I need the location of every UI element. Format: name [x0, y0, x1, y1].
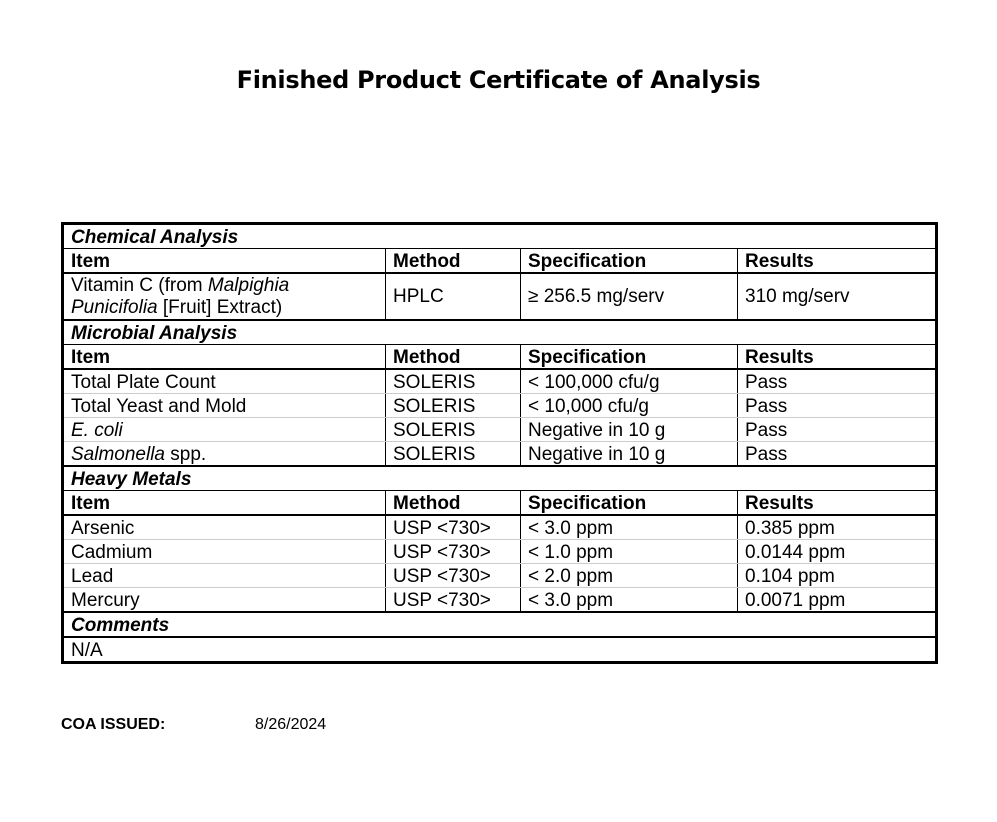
column-header-method: Method — [386, 249, 521, 274]
cell-method: SOLERIS — [386, 369, 521, 394]
cell-specification: < 10,000 cfu/g — [521, 394, 738, 418]
column-header-method: Method — [386, 491, 521, 516]
column-header-row — [63, 491, 937, 516]
cell-specification: < 100,000 cfu/g — [521, 369, 738, 394]
column-header-specification: Specification — [521, 491, 738, 516]
column-header-results: Results — [738, 345, 937, 370]
column-header-results: Results — [738, 491, 937, 516]
cell-item: Mercury — [71, 589, 140, 611]
coa-table — [61, 222, 938, 664]
table-row — [63, 515, 937, 540]
table-row — [63, 418, 937, 442]
table-row — [63, 540, 937, 564]
section-heading: Heavy Metals — [63, 466, 937, 491]
cell-method: SOLERIS — [386, 394, 521, 418]
table-row — [63, 564, 937, 588]
table-row — [63, 588, 937, 613]
section-heading: Microbial Analysis — [63, 320, 937, 345]
coa-issued-label: COA ISSUED: — [61, 716, 166, 733]
table-row — [63, 369, 937, 394]
column-header-method: Method — [386, 345, 521, 370]
cell-specification: < 3.0 ppm — [521, 515, 738, 540]
cell-specification: < 1.0 ppm — [521, 540, 738, 564]
cell-results: Pass — [738, 394, 937, 418]
cell-item: E. coli — [63, 418, 386, 442]
section-microbial-analysis — [63, 320, 937, 345]
column-header-results: Results — [738, 249, 937, 274]
cell-method: USP <730> — [386, 515, 521, 540]
table-row — [63, 442, 937, 467]
cell-item: Arsenic — [63, 515, 386, 540]
coa-issued-date: 8/26/2024 — [255, 716, 327, 733]
cell-specification: Negative in 10 g — [521, 418, 738, 442]
section-heavy-metals — [63, 466, 937, 491]
comments-value: N/A — [63, 637, 937, 663]
page-title: Finished Product Certificate of Analysis — [236, 66, 761, 94]
cell-results: Pass — [738, 369, 937, 394]
cell-method: USP <730> — [386, 564, 521, 588]
section-chemical-analysis — [63, 224, 937, 249]
section-heading: Comments — [63, 612, 937, 637]
cell-method: USP <730> — [386, 540, 521, 564]
cell-results: 0.385 ppm — [738, 515, 937, 540]
cell-method: SOLERIS — [386, 442, 521, 467]
cell-specification: Negative in 10 g — [521, 442, 738, 467]
cell-item: Salmonella spp. — [71, 443, 207, 465]
cell-item: Total Plate Count — [63, 369, 386, 394]
cell-specification: < 3.0 ppm — [521, 588, 738, 613]
cell-item: Total Yeast and Mold — [63, 394, 386, 418]
cell-results: 0.104 ppm — [738, 564, 937, 588]
cell-results: 310 mg/serv — [738, 273, 937, 320]
cell-item: Cadmium — [63, 540, 386, 564]
column-header-row — [63, 249, 937, 274]
table-row — [63, 394, 937, 418]
column-header-item: Item — [63, 249, 386, 274]
comments-row — [63, 637, 937, 663]
column-header-specification: Specification — [521, 345, 738, 370]
section-comments — [63, 612, 937, 637]
cell-results: Pass — [738, 442, 937, 467]
cell-item: Vitamin C (from Malpighia Punicifolia [Fruit] Extract) — [71, 275, 290, 318]
column-header-item: Item — [63, 345, 386, 370]
cell-specification: < 2.0 ppm — [521, 564, 738, 588]
cell-results: 0.0071 ppm — [738, 588, 937, 613]
cell-results: 0.0144 ppm — [738, 540, 937, 564]
column-header-specification: Specification — [521, 249, 738, 274]
section-heading: Chemical Analysis — [63, 224, 937, 249]
column-header-row — [63, 345, 937, 370]
cell-specification: ≥ 256.5 mg/serv — [521, 273, 738, 320]
column-header-item: Item — [63, 491, 386, 516]
cell-method: USP <730> — [386, 588, 521, 613]
cell-results: Pass — [738, 418, 937, 442]
cell-item: Lead — [63, 564, 386, 588]
table-row — [63, 273, 937, 320]
cell-method: HPLC — [386, 273, 521, 320]
cell-method: SOLERIS — [386, 418, 521, 442]
